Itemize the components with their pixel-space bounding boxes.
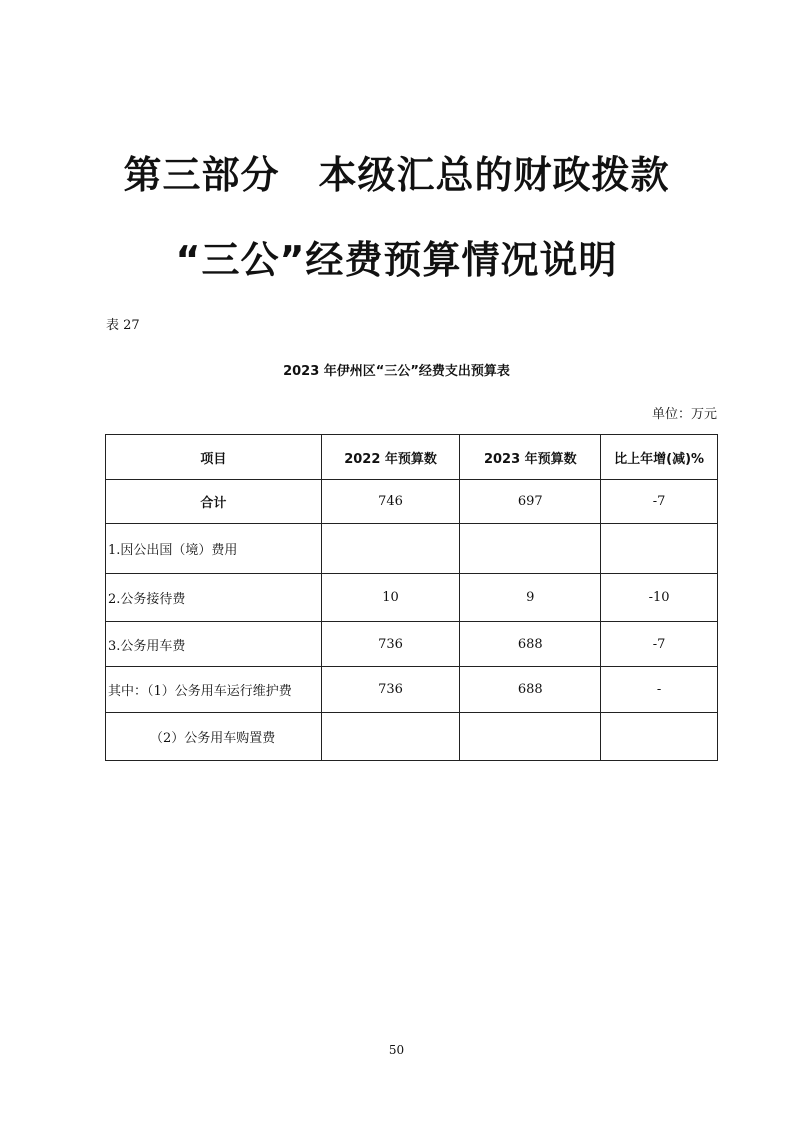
table-row-overseas	[106, 524, 718, 574]
row-item-label: 2.公务接待费	[106, 574, 322, 622]
row-2023-value: 697	[460, 480, 601, 524]
row-change-value: -10	[601, 574, 718, 622]
header-change-percent: 比上年增(减)%	[601, 435, 718, 480]
table-row-reception	[106, 574, 718, 622]
table-header-row	[106, 435, 718, 480]
row-item-label: 合计	[106, 480, 322, 524]
header-item: 项目	[106, 435, 322, 480]
table-row-vehicle-maintenance	[106, 667, 718, 713]
row-item-label: 3.公务用车费	[106, 622, 322, 667]
row-2023-value: 9	[460, 574, 601, 622]
row-2022-value: 746	[321, 480, 460, 524]
section-title-line-1: 第三部分 本级汇总的财政拨款	[123, 153, 670, 197]
row-change-value	[601, 524, 718, 574]
row-item-label: 1.因公出国（境）费用	[106, 524, 322, 574]
row-2023-value: 688	[460, 667, 601, 713]
table-row-vehicle-purchase	[106, 713, 718, 761]
table-number-label: 表 27	[106, 318, 140, 333]
table-title: 2023 年伊州区“三公”经费支出预算表	[283, 364, 510, 379]
unit-label: 单位：万元	[651, 407, 717, 422]
row-2022-value: 10	[321, 574, 460, 622]
row-2022-value	[321, 713, 460, 761]
row-item-label: （2）公务用车购置费	[106, 713, 322, 761]
page-number: 50	[388, 1043, 405, 1057]
table-row-total	[106, 480, 718, 524]
row-2023-value	[460, 713, 601, 761]
header-2023-budget: 2023 年预算数	[460, 435, 601, 480]
row-change-value: -7	[601, 622, 718, 667]
row-item-label: 其中：（1）公务用车运行维护费	[106, 667, 322, 713]
row-change-value: -	[601, 667, 718, 713]
row-2023-value	[460, 524, 601, 574]
row-2022-value: 736	[321, 667, 460, 713]
section-title-line-2: “三公”经费预算情况说明	[175, 238, 618, 282]
row-2023-value: 688	[460, 622, 601, 667]
header-2022-budget: 2022 年预算数	[321, 435, 460, 480]
row-2022-value: 736	[321, 622, 460, 667]
table-row-vehicle	[106, 622, 718, 667]
row-2022-value	[321, 524, 460, 574]
budget-table	[105, 434, 718, 761]
row-change-value: -7	[601, 480, 718, 524]
row-change-value	[601, 713, 718, 761]
